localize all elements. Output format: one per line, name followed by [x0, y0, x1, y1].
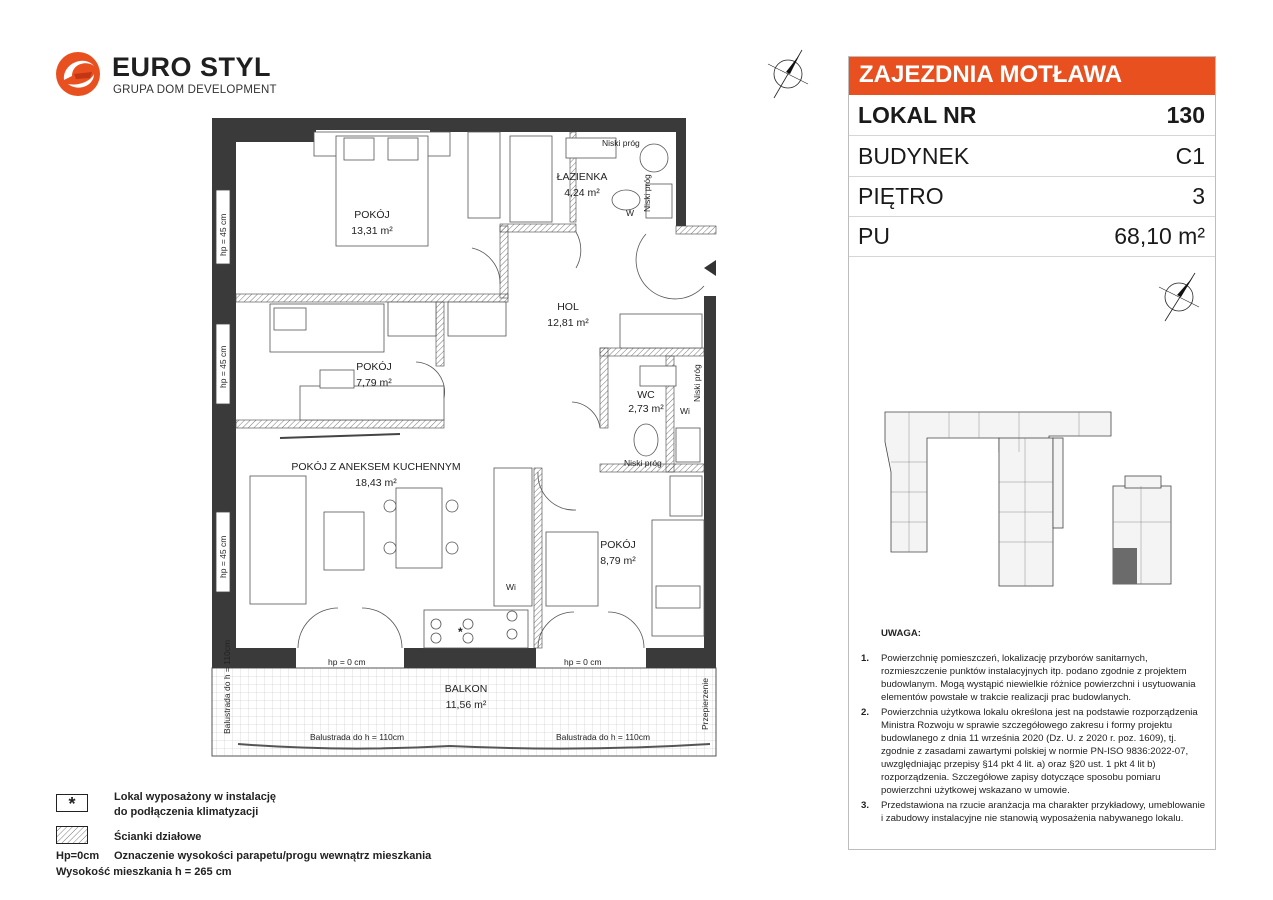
balustrade-label: Balustrada do h = 110cm	[222, 639, 232, 734]
low-threshold-label: Niski próg	[602, 138, 640, 148]
eurostyl-logo-icon	[54, 50, 102, 98]
legend-ac-line2: do podłączenia klimatyzacji	[114, 806, 259, 818]
hall-fixtures	[620, 314, 702, 462]
balcony	[212, 668, 716, 756]
room-name: POKÓJ Z ANEKSEM KUCHENNYM	[291, 461, 461, 473]
brand-subtitle: GRUPA DOM DEVELOPMENT	[113, 84, 277, 96]
low-threshold-label: Niski próg	[692, 364, 702, 402]
note-item	[857, 706, 1209, 797]
low-threshold-label: Niski próg	[624, 458, 662, 468]
site-key-plan	[879, 402, 1179, 592]
water-mark: Wi	[680, 406, 690, 416]
room-name: WC	[637, 389, 655, 401]
room-name: HOL	[557, 301, 579, 313]
room-name: ŁAZIENKA	[556, 171, 608, 183]
sill-height-label: hp = 45 cm	[218, 345, 228, 388]
info-row-lokal	[849, 96, 1215, 136]
info-row-pu	[849, 217, 1215, 257]
room-area: 2,73 m²	[628, 403, 664, 415]
room-area: 11,56 m²	[445, 699, 487, 711]
legend-walls: Ścianki działowe	[114, 831, 202, 843]
notes-section	[857, 627, 1209, 827]
legend-hp-key: Hp=0cm	[56, 850, 100, 862]
legend-hp-text: Oznaczenie wysokości parapetu/progu wewnątrz mieszkania	[114, 850, 432, 862]
info-label: LOKAL NR	[858, 102, 977, 128]
room-name: BALKON	[444, 683, 488, 695]
info-label: BUDYNEK	[858, 143, 970, 169]
water-mark: W	[626, 208, 635, 218]
room-area: 12,81 m²	[547, 317, 589, 329]
info-value: C1	[1175, 143, 1205, 169]
info-label: PIĘTRO	[858, 183, 944, 209]
room-area: 4,24 m²	[564, 187, 600, 199]
note-text: Powierzchnię pomieszczeń, lokalizację przyborów sanitarnych, rozmieszczenie punktów instalacyjnych itp. podano zgodnie z projektem budowlanym. Mogą wystąpić niewielkie różnice powierzchni i usytuowania elementów powstałe w trakcie realizacji prac budowlanych.	[881, 653, 1196, 703]
balustrade-label: Balustrada do h = 110cm	[310, 732, 405, 742]
legend-height: Wysokość mieszkania h = 265 cm	[56, 866, 232, 878]
sill-height-label: hp = 0 cm	[564, 657, 602, 667]
floor-plan	[200, 108, 720, 780]
room-name: POKÓJ	[356, 361, 392, 373]
note-text: Przedstawiona na rzucie aranżacja ma charakter przykładowy, umeblowanie i zabudowy instalacyjne nie stanowią wyposażenia nabywanego lokalu.	[881, 800, 1206, 824]
note-number: 2.	[861, 707, 870, 718]
legend	[56, 790, 476, 890]
partition-label: Przepierzenie	[700, 678, 710, 730]
info-row-pietro	[849, 177, 1215, 217]
north-arrow-icon	[760, 46, 816, 102]
entrance-marker-icon	[704, 260, 716, 276]
note-item	[857, 799, 1209, 825]
project-title: ZAJEZDNIA MOTŁAWA	[859, 61, 1123, 88]
room-area: 13,31 m²	[351, 225, 393, 237]
low-threshold-label: Niski próg	[642, 174, 652, 212]
sill-height-label: hp = 45 cm	[218, 535, 228, 578]
sill-height-label: hp = 0 cm	[328, 657, 366, 667]
panel-header	[849, 57, 1215, 95]
note-number: 1.	[861, 653, 870, 664]
info-value: 3	[1192, 183, 1205, 209]
water-mark: Wi	[506, 582, 516, 592]
notes-title: UWAGA:	[881, 628, 921, 639]
apartment-info-panel	[848, 56, 1216, 850]
info-label: PU	[858, 223, 890, 249]
info-row-budynek	[849, 137, 1215, 177]
note-number: 3.	[861, 800, 870, 811]
room-name: POKÓJ	[354, 209, 390, 221]
legend-asterisk-box: *	[56, 794, 88, 812]
north-arrow-icon	[1151, 269, 1207, 325]
note-item	[857, 652, 1209, 704]
info-value: 68,10 m²	[1114, 223, 1205, 249]
ac-asterisk: *	[458, 625, 463, 639]
info-value: 130	[1166, 102, 1205, 128]
balustrade-label: Balustrada do h = 110cm	[556, 732, 651, 742]
legend-hatch-swatch	[56, 826, 88, 844]
room-area: 8,79 m²	[600, 555, 636, 567]
sill-height-label: hp = 45 cm	[218, 213, 228, 256]
legend-ac-line1: Lokal wyposażony w instalację	[114, 791, 276, 803]
room-area: 7,79 m²	[356, 377, 392, 389]
room-name: POKÓJ	[600, 539, 636, 551]
room-area: 18,43 m²	[355, 477, 397, 489]
company-logo	[54, 50, 284, 102]
brand-name: EURO STYL	[112, 52, 272, 82]
note-text: Powierzchnia użytkowa lokalu określona jest na podstawie rozporządzenia Ministra Rozwoju w sprawie szczegółowego zakresu i formy projektu budowlanego z dnia 11 września 2020 (Dz. U. z 2020 r. poz. 1609), tj. zgodnie z zasadami zawartymi polskiej w normie PN-ISO 9836:2022-07, uwzględniając przepisy §14 pkt 4 lit. a) oraz §20 ust. 1 pkt 4 lit b) rozporządzenia. Szczegółowe zapisy dotyczące sposobu pomiaru powierzchni użytkowej wskazano w umowie.	[881, 707, 1198, 796]
